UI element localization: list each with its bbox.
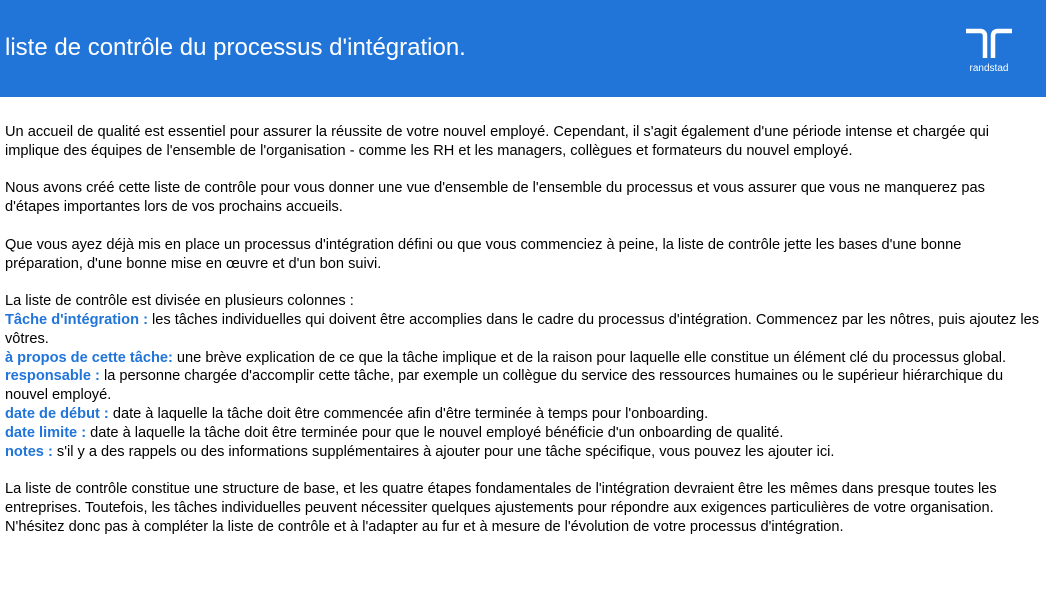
logo-text: randstad: [969, 63, 1009, 74]
column-term: notes :: [5, 443, 53, 460]
randstad-logo-icon: [964, 28, 1014, 60]
column-item-date-limite: [5, 424, 1039, 443]
column-desc: la personne chargée d'accomplir cette tâche, par exemple un collègue du service des ressources humaines ou le supérieur hiérarchique du nouvel employé.: [5, 368, 1004, 404]
column-desc: s'il y a des rappels ou des informations supplémentaires à ajouter pour une tâche spécifique, vous pouvez les ajouter ici.: [52, 443, 835, 460]
header-banner: [0, 0, 1046, 97]
column-desc: date à laquelle la tâche doit être terminée pour que le nouvel employé bénéficie d'un onboarding de qualité.: [86, 424, 784, 441]
columns-section: [5, 292, 1039, 461]
column-term: Tâche d'intégration :: [5, 311, 148, 328]
intro-paragraph-1: Un accueil de qualité est essentiel pour assurer la réussite de votre nouvel employé. Cependant, il s'agit également d'une période intense et chargée qui implique des équipes de l'ensemble de l'organisation - comme les RH et les managers, collègues et formateurs du nouvel employé.: [5, 124, 989, 159]
conclusion-paragraph: La liste de contrôle constitue une structure de base, et les quatre étapes fondamentales de l'intégration devraient être les mêmes dans presque toutes les entreprises. Toutefois, les tâches individuelles peuvent nécessiter quelques ajustements pour répondre aux exigences particulières de votre organisation. N'hésitez donc pas à compléter la liste de contrôle et à l'adapter au fur et à mesure de l'évolution de votre processus d'intégration.: [5, 481, 997, 535]
column-item-tache: [5, 311, 1039, 349]
page-title: liste de contrôle du processus d'intégration.: [5, 34, 466, 61]
intro-paragraph-2: Nous avons créé cette liste de contrôle pour vous donner une vue d'ensemble de l'ensemble du processus et vous assurer que vous ne manquerez pas d'étapes importantes lors de vos prochains accueils.: [5, 180, 985, 216]
content-body: [5, 123, 1039, 555]
intro-paragraph-3: Que vous ayez déjà mis en place un processus d'intégration défini ou que vous commenciez à peine, la liste de contrôle jette les bases d'une bonne préparation, d'une bonne mise en œuvre et d'un bon suivi.: [5, 236, 962, 272]
column-desc: date à laquelle la tâche doit être commencée afin d'être terminée à temps pour l'onboarding.: [108, 405, 709, 422]
column-term: à propos de cette tâche:: [5, 349, 173, 366]
column-item-date-debut: [5, 405, 1039, 424]
columns-heading: La liste de contrôle est divisée en plusieurs colonnes :: [5, 293, 354, 310]
column-term: responsable :: [5, 368, 100, 385]
column-desc: les tâches individuelles qui doivent être accomplies dans le cadre du processus d'intégration. Commencez par les nôtres, puis ajoutez les vôtres.: [5, 311, 1039, 347]
column-item-a-propos: [5, 349, 1039, 368]
column-desc: une brève explication de ce que la tâche implique et de la raison pour laquelle elle constitue un élément clé du processus global.: [172, 349, 1007, 366]
column-term: date de début :: [5, 405, 109, 422]
randstad-logo: [958, 28, 1020, 78]
column-item-notes: [5, 443, 1039, 462]
column-item-responsable: [5, 367, 1039, 405]
column-term: date limite :: [5, 424, 87, 441]
